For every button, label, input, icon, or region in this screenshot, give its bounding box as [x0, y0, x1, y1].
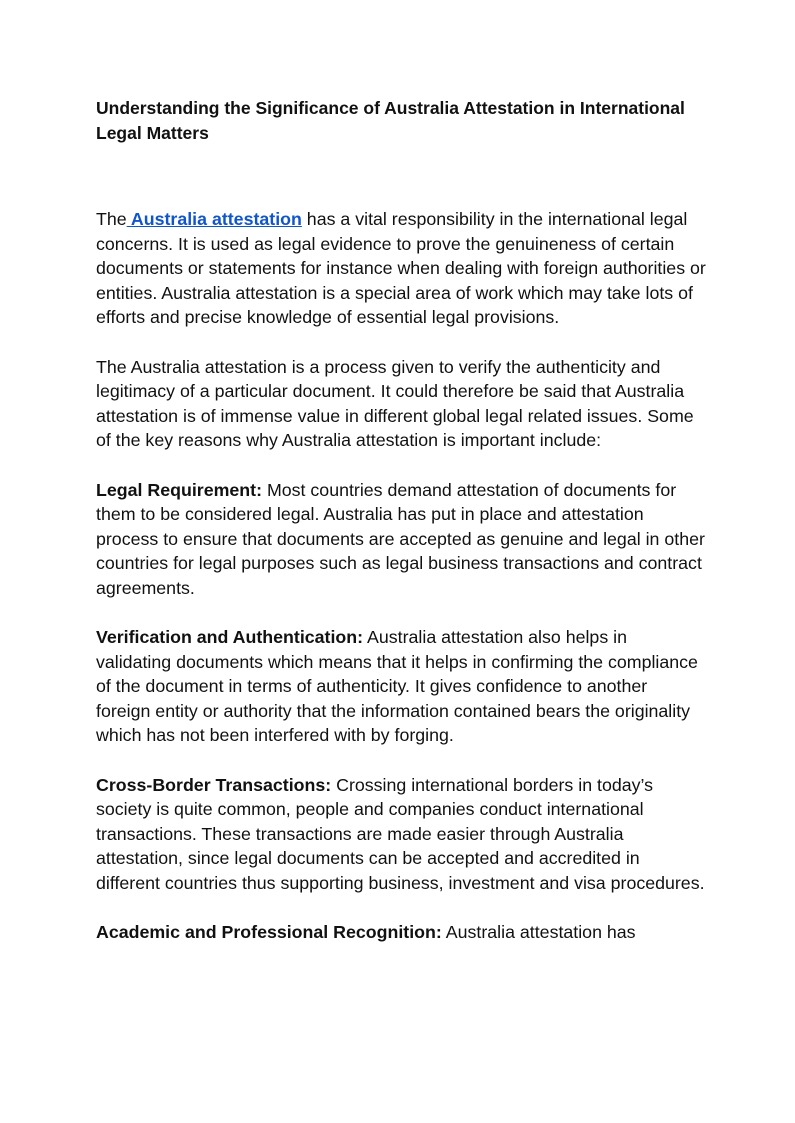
- intro-paragraph: [96, 207, 706, 330]
- point-legal-requirement: [96, 478, 706, 601]
- point-heading: Verification and Authentication:: [96, 627, 364, 648]
- document-title: Understanding the Significance of Australia Attestation in International Legal Matters: [96, 98, 685, 143]
- point-cross-border: [96, 773, 706, 896]
- intro-text: has a vital responsibility in the international legal concerns. It is used as legal evidence to prove the genuineness of certain documents or statements for instance when dealing with foreign authorities or entities. Australia attestation is a special area of work which may take lots of efforts and precise knowledge of essential legal provisions.: [96, 209, 706, 328]
- point-academic: [96, 920, 706, 945]
- point-heading: Cross-Border Transactions:: [96, 774, 332, 795]
- document-page: [96, 96, 706, 945]
- point-text: Most countries demand attestation of documents for them to be considered legal. Australia has put in place and attestation process to ensure that documents are accepted as genuine and legal in other countries for legal purposes such as legal business transactions and contract agreements.: [96, 479, 705, 598]
- point-text: Australia attestation has: [441, 922, 636, 943]
- australia-attestation-link[interactable]: Australia attestation: [126, 209, 302, 229]
- intro-prefix: The: [96, 209, 127, 229]
- point-text: Crossing international borders in today’s society is quite common, people and companies conduct international transactions. These transactions are made easier through Australia attestation, since legal documents can be accepted and accredited in different countries thus supporting business, investment and visa procedures.: [96, 774, 705, 894]
- point-verification: [96, 625, 706, 748]
- point-text: Australia attestation also helps in validating documents which means that it helps in confirming the compliance of the document in terms of authenticity. It gives confidence to another foreign entity or authority that the information contained bears the originality which has not been interfered with by forging.: [96, 627, 698, 746]
- point-heading: Legal Requirement:: [96, 479, 262, 500]
- paragraph-process: The Australia attestation is a process given to verify the authenticity and legitimacy of a particular document. It could therefore be said that Australia attestation is of immense value in different global legal related issues. Some of the key reasons why Australia attestation is important include:: [96, 356, 694, 451]
- point-heading: Academic and Professional Recognition:: [96, 922, 442, 943]
